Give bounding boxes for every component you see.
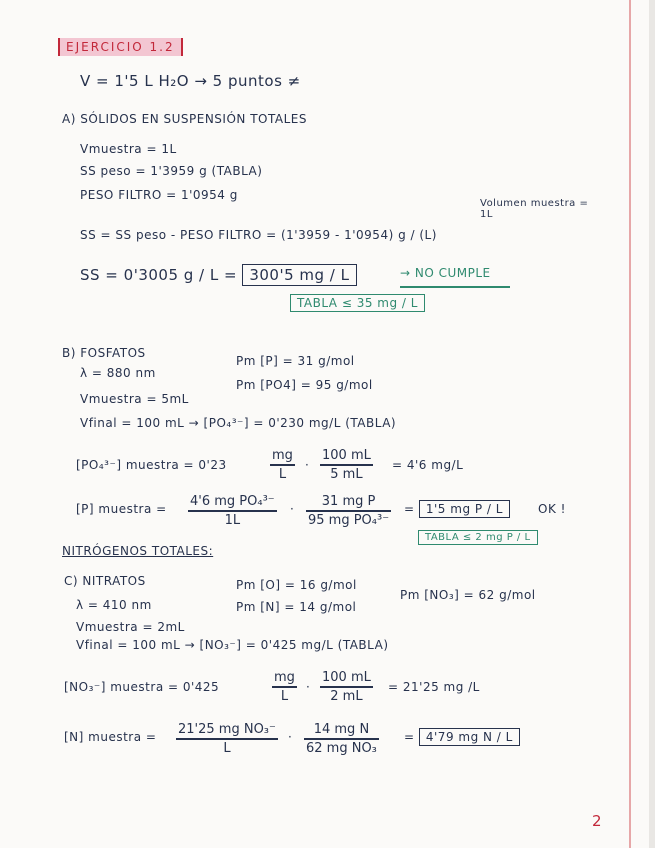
intro-line: V = 1'5 L H₂O → 5 puntos ≠ [80, 72, 301, 90]
section-n-title: NITRÓGENOS TOTALES: [62, 544, 214, 558]
p-fraction-2: 31 mg P 95 mg PO₄³⁻ [308, 494, 390, 528]
underline-no-cumple [400, 286, 510, 288]
dot-op-3: · [306, 680, 311, 694]
exercise-title: EJERCICIO 1.2 [58, 40, 183, 54]
vmuestra-n: Vmuestra = 2mL [76, 620, 185, 634]
pm-n: Pm [N] = 14 g/mol [236, 600, 357, 614]
no3-calc-result: = 21'25 mg /L [388, 680, 480, 694]
p-result: = 1'5 mg P / L [404, 502, 510, 516]
n-result: = 4'79 mg N / L [404, 730, 520, 744]
pm-no3: Pm [NO₃] = 62 g/mol [400, 588, 536, 602]
vmuestra-b: Vmuestra = 5mL [80, 392, 189, 406]
pm-o: Pm [O] = 16 g/mol [236, 578, 357, 592]
peso-filtro-line: PESO FILTRO = 1'0954 g [80, 188, 238, 202]
vmuestra-line: Vmuestra = 1L [80, 142, 177, 156]
n-calc-left: [N] muestra = [64, 730, 157, 744]
section-a-title: A) SÓLIDOS EN SUSPENSIÓN TOTALES [62, 112, 307, 126]
ss-formula: SS = SS peso - PESO FILTRO = (1'3959 - 1'0954) g / (L) [80, 228, 437, 242]
dot-op-4: · [288, 730, 293, 744]
no3-fraction-2: 100 mL 2 mL [322, 670, 371, 704]
no-cumple-label: → NO CUMPLE [400, 266, 491, 280]
lambda-b: λ = 880 nm [80, 366, 156, 380]
page-number: 2 [592, 812, 603, 830]
volumen-note: Volumen muestra = 1L [480, 198, 589, 220]
p-fraction-1: 4'6 mg PO₄³⁻ 1L [190, 494, 275, 528]
pm-po4: Pm [PO4] = 95 g/mol [236, 378, 373, 392]
po4-calc-left: [PO₄³⁻] muestra = 0'23 [76, 458, 227, 472]
ss-result-box: 300'5 mg / L [242, 264, 356, 286]
po4-fraction-1: mg L [272, 448, 293, 482]
tabla-limit-p: TABLA ≤ 2 mg P / L [418, 532, 538, 543]
n-fraction-2: 14 mg N 62 mg NO₃ [306, 722, 377, 756]
pm-p: Pm [P] = 31 g/mol [236, 354, 355, 368]
n-fraction-1: 21'25 mg NO₃⁻ L [178, 722, 276, 756]
no3-fraction-1: mg L [274, 670, 295, 704]
po4-calc-result: = 4'6 mg/L [392, 458, 464, 472]
p-calc-left: [P] muestra = [76, 502, 167, 516]
lambda-n: λ = 410 nm [76, 598, 152, 612]
nitratos-title: C) NITRATOS [64, 574, 146, 588]
ok-label: OK ! [538, 502, 566, 516]
no3-calc-left: [NO₃⁻] muestra = 0'425 [64, 680, 220, 694]
dot-op-2: · [290, 502, 295, 516]
ss-result-line: SS = 0'3005 g / L = 300'5 mg / L [80, 266, 357, 284]
section-b-title: B) FOSFATOS [62, 346, 146, 360]
ss-peso-line: SS peso = 1'3959 g (TABLA) [80, 164, 263, 178]
margin-line [629, 0, 631, 848]
tabla-limit-ss: TABLA ≤ 35 mg / L [290, 296, 425, 310]
po4-fraction-2: 100 mL 5 mL [322, 448, 371, 482]
vfinal-b: Vfinal = 100 mL → [PO₄³⁻] = 0'230 mg/L (TABLA) [80, 416, 397, 430]
dot-op: · [305, 458, 310, 472]
vfinal-n: Vfinal = 100 mL → [NO₃⁻] = 0'425 mg/L (TABLA) [76, 638, 389, 652]
